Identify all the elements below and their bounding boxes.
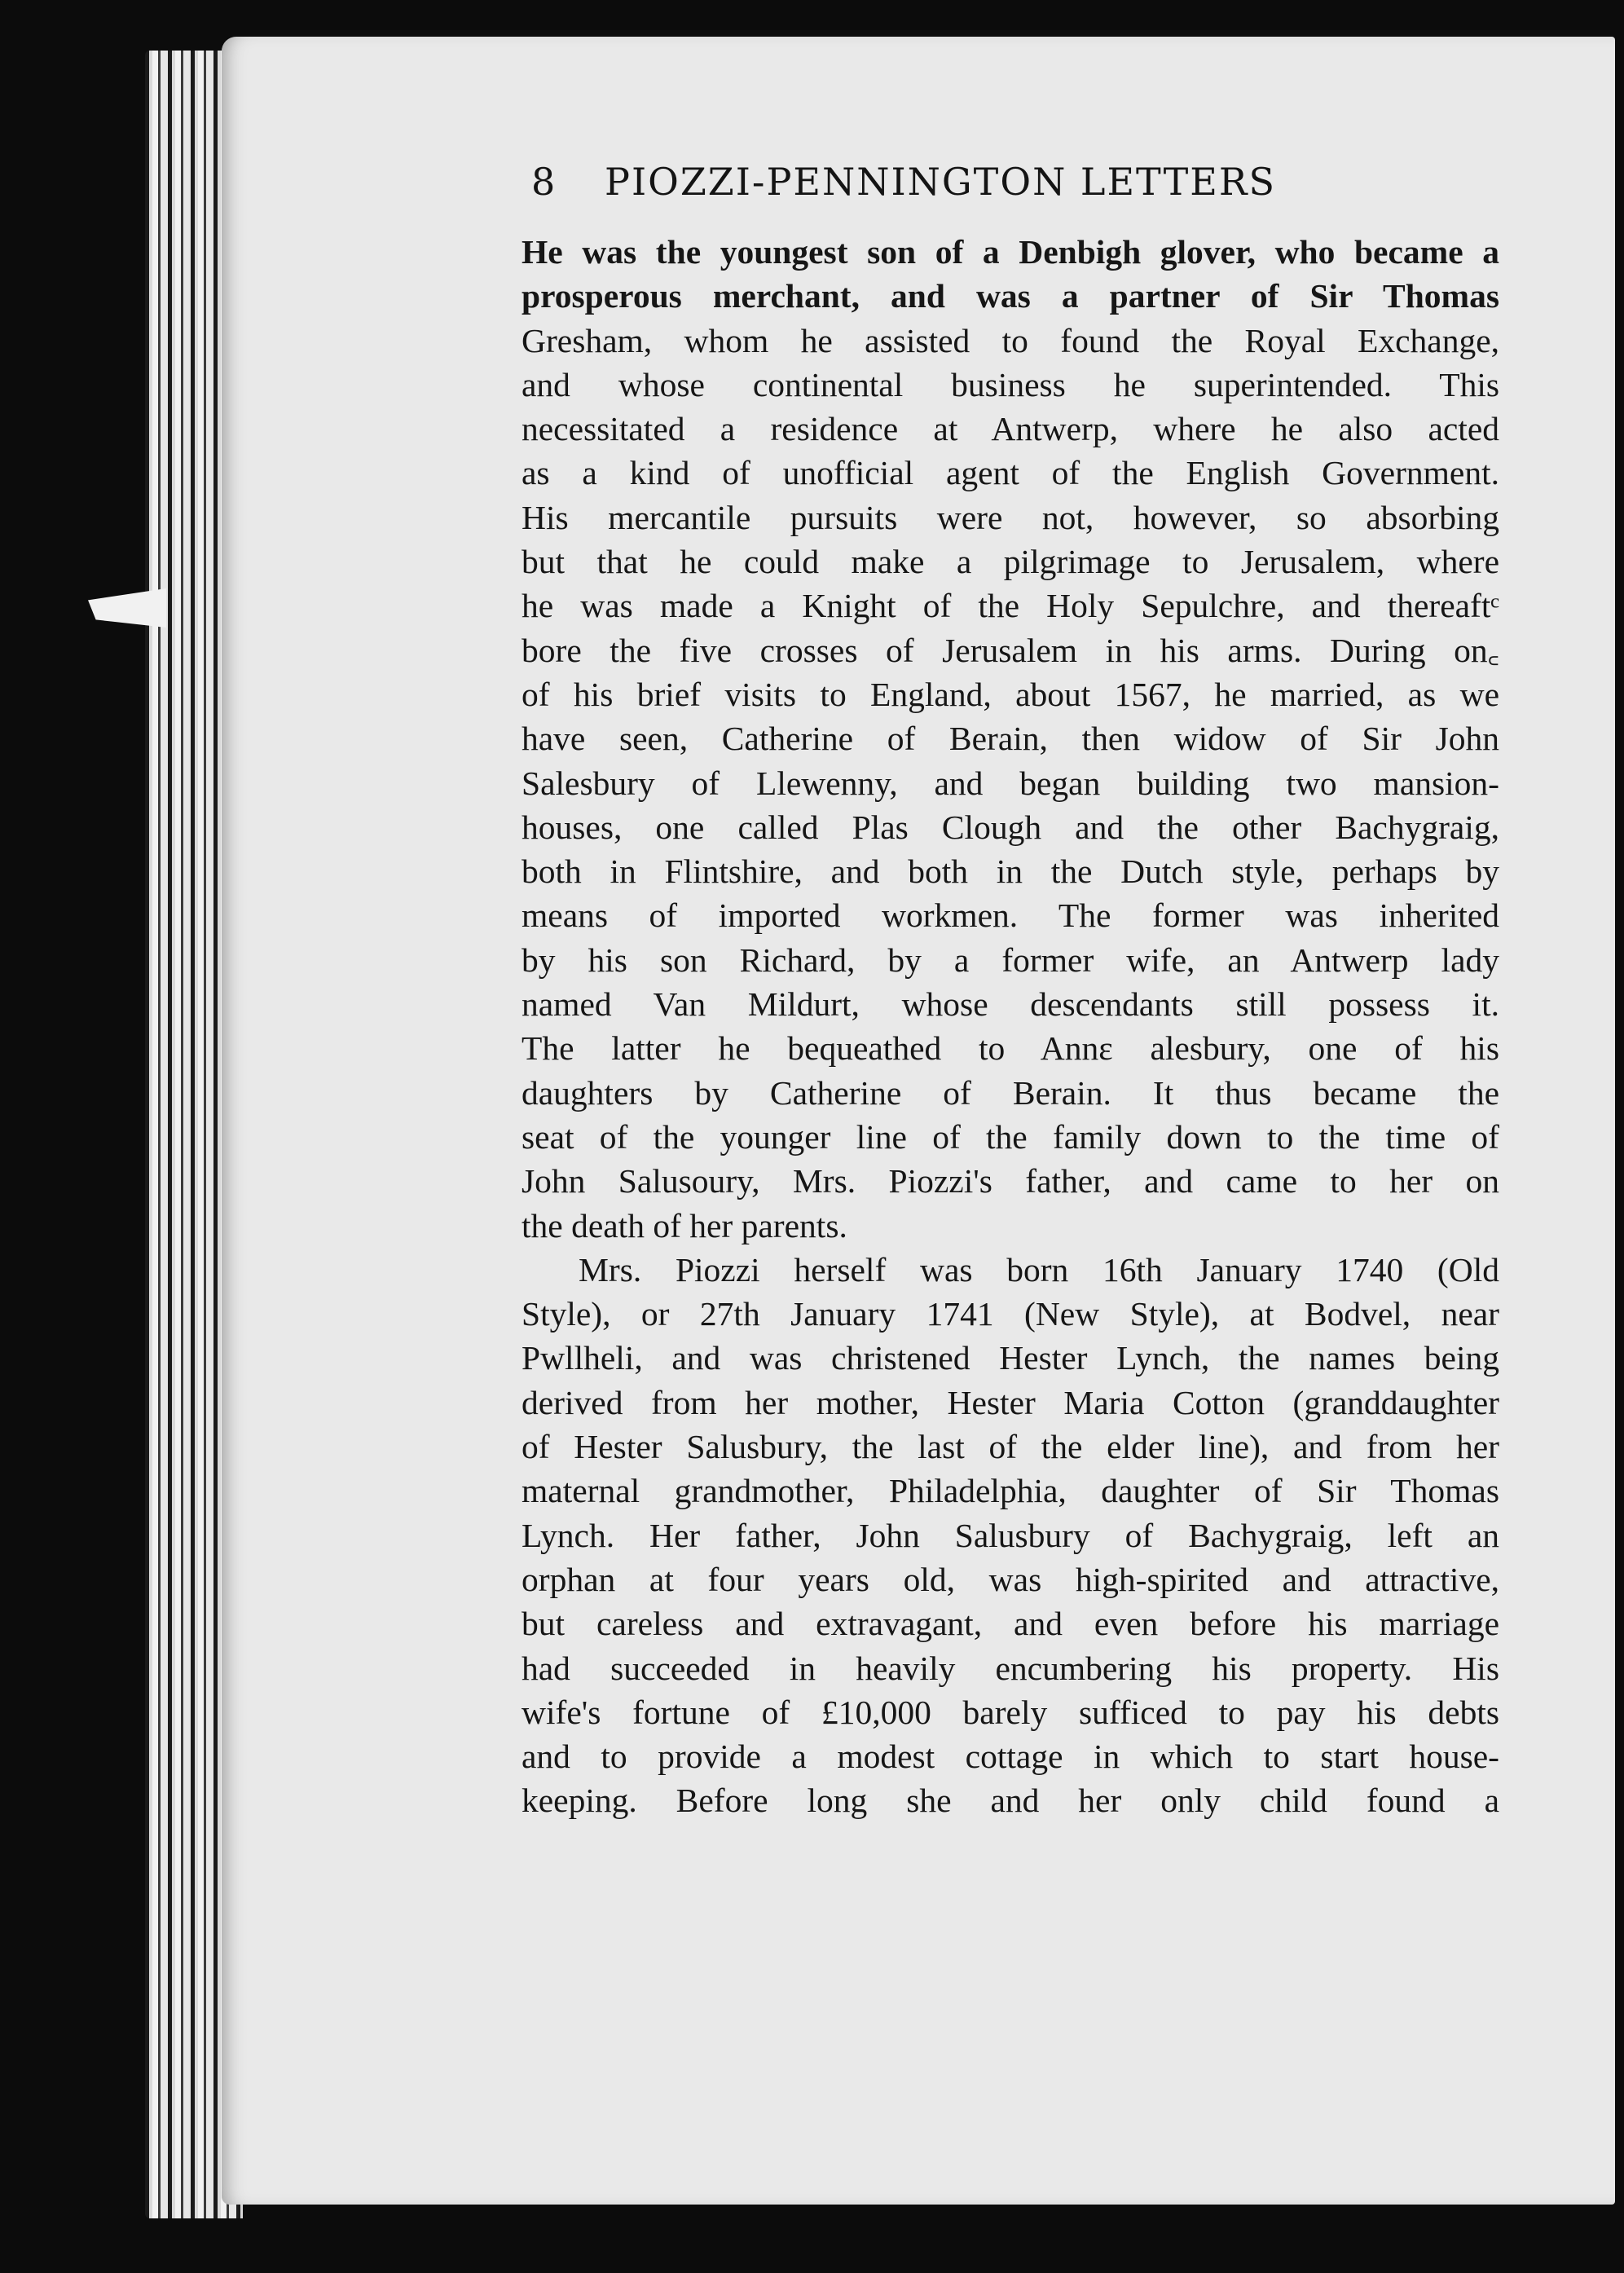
page-marker-tab [88, 588, 166, 628]
text-line: bore the five crosses of Jerusalem in his arms. During on꜀ [522, 631, 1499, 669]
text-line: and to provide a modest cottage in which to start house- [522, 1738, 1499, 1776]
text-line: Style), or 27th January 1741 (New Style), at Bodvel, near [522, 1295, 1499, 1333]
text-line: orphan at four years old, was high-spirited and attractive, [522, 1560, 1499, 1598]
text-line: have seen, Catherine of Berain, then widow of Sir John [522, 720, 1499, 758]
text-line: as a kind of unofficial agent of the English Government. [522, 454, 1499, 492]
text-line: maternal grandmother, Philadelphia, daughter of Sir Thomas [522, 1472, 1499, 1510]
text-line: both in Flintshire, and both in the Dutch style, perhaps by [522, 852, 1499, 891]
text-line: derived from her mother, Hester Maria Cotton (granddaughter [522, 1383, 1499, 1421]
text-line: prosperous merchant, and was a partner of Sir Thomas [522, 277, 1499, 315]
text-line: Gresham, whom he assisted to found the Royal Exchange, [522, 321, 1499, 359]
running-header [531, 160, 1395, 204]
text-line: wife's fortune of £10,000 barely sufficed to pay his debts [522, 1693, 1499, 1731]
text-line: daughters by Catherine of Berain. It thus became the [522, 1073, 1499, 1112]
running-title: PIOZZI-PENNINGTON LETTERS [605, 160, 1277, 204]
text-line: The latter he bequeathed to Annɛ alesbury, one of his [522, 1029, 1499, 1068]
page-number: 8 [531, 160, 557, 204]
text-line: and whose continental business he superintended. This [522, 365, 1499, 403]
text-line: by his son Richard, by a former wife, an Antwerp lady [522, 940, 1499, 979]
text-line: keeping. Before long she and her only child found a [522, 1782, 1499, 1820]
text-line: He was the youngest son of a Denbigh glover, who became a [522, 233, 1499, 271]
text-line: Mrs. Piozzi herself was born 16th January 1740 (Old [579, 1250, 1499, 1288]
text-line: Pwllheli, and was christened Hester Lynch, the names being [522, 1339, 1499, 1377]
text-line: but careless and extravagant, and even before his marriage [522, 1605, 1499, 1643]
text-line: John Salusoury, Mrs. Piozzi's father, and came to her on [522, 1162, 1499, 1200]
text-line: His mercantile pursuits were not, however, so absorbing [522, 498, 1499, 536]
text-line: means of imported workmen. The former was inherited [522, 896, 1499, 935]
body-text [522, 230, 1499, 1823]
text-line: houses, one called Plas Clough and the other Bachygraig, [522, 808, 1499, 846]
text-line: necessitated a residence at Antwerp, where he also acted [522, 410, 1499, 448]
text-line: but that he could make a pilgrimage to Jerusalem, where [522, 543, 1499, 581]
text-line: had succeeded in heavily encumbering his property. His [522, 1649, 1499, 1687]
text-line: of Hester Salusbury, the last of the elder line), and from her [522, 1428, 1499, 1466]
text-line: named Van Mildurt, whose descendants still possess it. [522, 985, 1499, 1024]
text-line: Lynch. Her father, John Salusbury of Bachygraig, left an [522, 1516, 1499, 1554]
text-line: seat of the younger line of the family down to the time of [522, 1117, 1499, 1156]
text-line: Salesbury of Llewenny, and began building two mansion- [522, 764, 1499, 802]
text-line: of his brief visits to England, about 1567, he married, as we [522, 675, 1499, 713]
text-line: the death of her parents. [522, 1206, 847, 1244]
text-line: he was made a Knight of the Holy Sepulchre, and thereaftᶜ [522, 587, 1499, 625]
